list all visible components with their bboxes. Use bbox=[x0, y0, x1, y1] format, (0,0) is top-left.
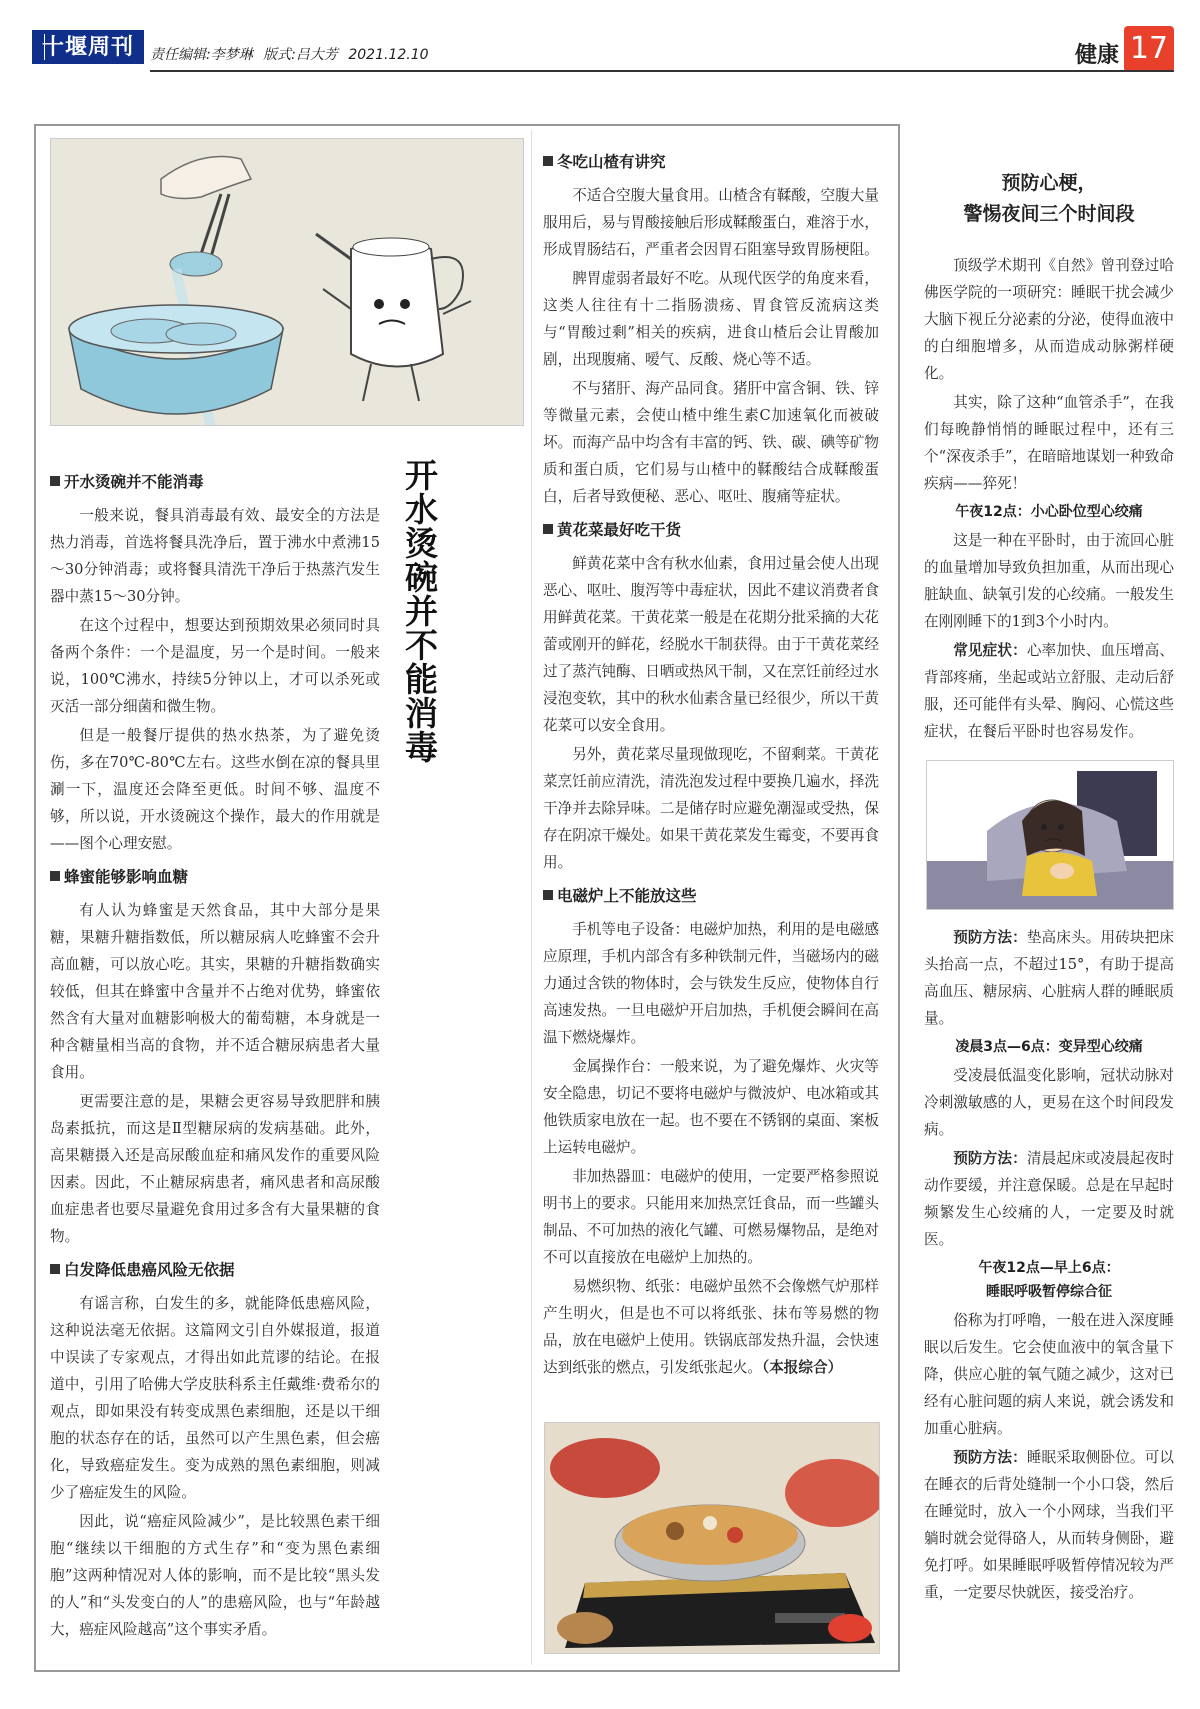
logo-text: 十堰周刊 bbox=[41, 34, 134, 60]
paragraph: 一般来说，餐具消毒最有效、最安全的方法是热力消毒，首选将餐具洗净后，置于沸水中煮沸15～30分钟消毒；或将餐具清洗干净后于热蒸汽发生器中蒸15～30分钟。 bbox=[50, 507, 380, 605]
page-number-badge: 17 bbox=[1124, 26, 1174, 72]
prevent-text: 睡眠采取侧卧位。可以在睡衣的后背处缝制一个小口袋，然后在睡觉时，放入一个小网球，当我们平躺时就会觉得硌人，从而转身侧卧，避免打呼。如果睡眠呼吸暂停情况较为严重，一定要尽快就医，接受治疗。 bbox=[924, 1449, 1174, 1601]
paragraph: 手机等电子设备：电磁炉加热，利用的是电磁感应原理，手机内部含有多种铁制元件，当磁场内的磁力通过含铁的物体时，会与铁发生反应，使物体自行高速发热。一旦电磁炉开启加热，手机便会瞬间在高温下燃烧爆炸。 bbox=[543, 921, 879, 1046]
paragraph bbox=[924, 1145, 1174, 1253]
induction-hotpot-photo bbox=[544, 1422, 880, 1654]
section-heading bbox=[50, 865, 380, 887]
prevent-label: 预防方法： bbox=[953, 929, 1027, 946]
symptom-text: 心率加快、血压增高、背部疼痛，坐起或站立舒服、走动后舒服，还可能伴有头晕、胸闷、心慌这些症状，在餐后平卧时也容易发作。 bbox=[924, 642, 1174, 740]
section-name: 健康 bbox=[1075, 43, 1120, 68]
header-rule bbox=[150, 70, 1174, 72]
period-heading bbox=[924, 1256, 1174, 1304]
paragraph: 非加热器皿：电磁炉的使用，一定要严格参照说明书上的要求。只能用来加热烹饪食品，而一些罐头制品、不可加热的液化气罐、可燃易爆物品，是绝对不可以直接放在电磁炉上加热的。 bbox=[543, 1168, 879, 1266]
layout-credit: 版式:吕大芳 bbox=[263, 47, 338, 63]
right-column-bottom bbox=[924, 924, 1174, 1608]
heading-text: 电磁炉上不能放这些 bbox=[557, 887, 697, 905]
paragraph: 但是一般餐厅提供的热水热茶，为了避免烫伤，多在70℃-80℃左右。这些水倒在凉的餐具里涮一下，温度还会降至更低。时间不够、温度不够，所以说，开水烫碗这个操作，最大的作用就是——图个心理安慰。 bbox=[50, 727, 380, 852]
paragraph: 更需要注意的是，果糖会更容易导致肥胖和胰岛素抵抗，而这是Ⅱ型糖尿病的发病基础。此外，高果糖摄入还是高尿酸血症和痛风发作的重要风险因素。因此，不止糖尿病患者，痛风患者和高尿酸血症患者也要尽量避免食用过多含有大量果糖的食物。 bbox=[50, 1093, 380, 1245]
paragraph: 另外，黄花菜尽量现做现吃，不留剩菜。干黄花菜烹饪前应清洗，清洗泡发过程中要换几遍水，择洗干净并去除异味。二是储存时应避免潮湿或受热，保存在阴凉干燥处。如果干黄花菜发生霉变，不要再食用。 bbox=[543, 746, 879, 871]
prevent-label: 预防方法： bbox=[953, 1449, 1027, 1466]
source-note: （本报综合） bbox=[761, 1359, 843, 1376]
paragraph: 这是一种在平卧时，由于流回心脏的血量增加导致负担加重，从而出现心脏缺血、缺氧引发的心绞痛。一般发生在刚刚睡下的1到3个小时内。 bbox=[924, 532, 1174, 630]
column-divider bbox=[531, 130, 532, 1665]
section-heading bbox=[543, 150, 879, 172]
editor-credit: 责任编辑:李梦琳 bbox=[150, 47, 253, 63]
paragraph bbox=[543, 1273, 879, 1381]
section-heading bbox=[50, 470, 380, 492]
paragraph: 不适合空腹大量食用。山楂含有鞣酸，空腹大量服用后，易与胃酸接触后形成鞣酸蛋白，难溶于水，形成胃肠结石，严重者会因胃石阻塞导致胃肠梗阻。 bbox=[543, 187, 879, 258]
logo-mark bbox=[34, 34, 45, 60]
woman-chest-pain-illustration bbox=[926, 760, 1174, 910]
title-line: 预防心梗， bbox=[1001, 172, 1097, 194]
title-line: 警惕夜间三个时间段 bbox=[963, 203, 1135, 225]
paragraph: 脾胃虚弱者最好不吃。从现代医学的角度来看，这类人往往有十二指肠溃疡、胃食管反流病这类与“胃酸过剩”相关的疾病，进食山楂后会让胃酸加剧，出现腹痛、嗳气、反酸、烧心等不适。 bbox=[543, 270, 879, 368]
prevent-text: 垫高床头。用砖块把床头抬高一点，不超过15°，有助于提高高血压、糖尿病、心脏病人群的睡眠质量。 bbox=[924, 929, 1174, 1027]
middle-column bbox=[543, 142, 879, 1383]
paragraph: 俗称为打呼噜，一般在进入深度睡眠以后发生。它会使血液中的氧含量下降，供应心脏的氧气随之减少，这对已经有心脏问题的病人来说，就会诱发和加重心脏病。 bbox=[924, 1312, 1174, 1437]
prevent-label: 预防方法： bbox=[953, 1150, 1027, 1167]
heading-text: 蜂蜜能够影响血糖 bbox=[64, 868, 189, 886]
paragraph: 顶级学术期刊《自然》曾刊登过哈佛医学院的一项研究：睡眠干扰会减少大脑下视丘分泌素的分泌，使得血液中的白细胞增多，从而造成动脉粥样硬化。 bbox=[924, 257, 1174, 382]
paragraph: 有谣言称，白发生的多，就能降低患癌风险，这种说法毫无依据。这篇网文引自外媒报道，报道中误读了专家观点，才得出如此荒谬的结论。在报道中，引用了哈佛大学皮肤科系主任戴维·费希尔的观点，即如果没有转变成黑色素细胞，还是以干细胞的状态存在的话，虽然可以产生黑色素，但会癌化，导致癌症发生。变为成熟的黑色素细胞，则减少了癌症发生的风险。 bbox=[50, 1295, 380, 1501]
section-heading bbox=[543, 518, 879, 540]
left-column bbox=[50, 462, 380, 1645]
right-article-title bbox=[924, 168, 1174, 230]
paragraph-text: 易燃织物、纸张：电磁炉虽然不会像燃气炉那样产生明火，但是也不可以将纸张、抹布等易燃的物品，放在电磁炉上使用。铁锅底部发热升温，会快速达到纸张的燃点，引发纸张起火。 bbox=[543, 1278, 879, 1376]
issue-date: 2021.12.10 bbox=[348, 47, 429, 63]
prevent-text: 清晨起床或凌晨起夜时动作要缓，并注意保暖。总是在早起时频繁发生心绞痛的人，一定要及时就医。 bbox=[924, 1150, 1174, 1248]
period-heading: 午夜12点：小心卧位型心绞痛 bbox=[955, 504, 1143, 520]
heading-text: 开水烫碗并不能消毒 bbox=[64, 473, 204, 491]
heading-text: 黄花菜最好吃干货 bbox=[557, 521, 682, 539]
paragraph bbox=[924, 637, 1174, 745]
heading-line: 睡眠呼吸暂停综合征 bbox=[986, 1284, 1112, 1300]
paragraph: 因此，说“癌症风险减少”，是比较黑色素干细胞“继续以干细胞的方式生存”和“变为黑色素细胞”这两种情况对人体的影响，而不是比较“黑头发的人”和“头发变白的人”的患癌风险，也与“年龄越大，癌症风险越高”这个事实矛盾。 bbox=[50, 1513, 380, 1638]
paragraph: 其实，除了这种“血管杀手”，在我们每晚静悄悄的睡眠过程中，还有三个“深夜杀手”，在暗暗地谋划一种致命疾病——猝死！ bbox=[924, 394, 1174, 492]
heading-text: 白发降低患癌风险无依据 bbox=[64, 1261, 235, 1279]
heading-line: 午夜12点—早上6点： bbox=[978, 1260, 1120, 1276]
section-heading bbox=[50, 1258, 380, 1280]
paragraph: 不与猪肝、海产品同食。猪肝中富含铜、铁、锌等微量元素，会使山楂中维生素C加速氧化而被破坏。而海产品中均含有丰富的钙、铁、碳、碘等矿物质和蛋白质，它们易与山楂中的鞣酸结合成鞣酸蛋白，后者导致便秘、恶心、呕吐、腹痛等症状。 bbox=[543, 380, 879, 505]
paragraph: 受凌晨低温变化影响，冠状动脉对冷刺激敏感的人，更易在这个时间段发病。 bbox=[924, 1067, 1174, 1138]
heading-text: 冬吃山楂有讲究 bbox=[557, 153, 666, 171]
paragraph bbox=[924, 924, 1174, 1032]
masthead bbox=[0, 0, 1200, 80]
symptom-label: 常见症状： bbox=[953, 642, 1027, 659]
bowl-kettle-illustration bbox=[50, 138, 524, 426]
credits bbox=[150, 44, 435, 64]
period-heading: 凌晨3点—6点：变异型心绞痛 bbox=[955, 1039, 1143, 1055]
paragraph bbox=[924, 1444, 1174, 1606]
paragraph: 有人认为蜂蜜是天然食品，其中大部分是果糖，果糖升糖指数低，所以糖尿病人吃蜂蜜不会升高血糖，可以放心吃。其实，果糖的升糖指数确实较低，但其在蜂蜜中含量并不占绝对优势，蜂蜜依然含有大量对血糖影响极大的葡萄糖，本身就是一种含糖量相当高的食物，并不适合糖尿病患者大量食用。 bbox=[50, 902, 380, 1081]
section-heading bbox=[543, 884, 879, 906]
newspaper-logo bbox=[32, 30, 144, 64]
paragraph: 在这个过程中，想要达到预期效果必须同时具备两个条件：一个是温度，另一个是时间。一般来说，100℃沸水，持续5分钟以上，才可以杀死或灭活一部分细菌和微生物。 bbox=[50, 617, 380, 715]
paragraph: 金属操作台：一般来说，为了避免爆炸、火灾等安全隐患，切记不要将电磁炉与微波炉、电冰箱或其他铁质家电放在一起。也不要在不锈钢的桌面、案板上运转电磁炉。 bbox=[543, 1058, 879, 1156]
left-article-title: 开水烫碗并不能消毒 bbox=[400, 458, 439, 764]
right-column-top bbox=[924, 252, 1174, 747]
paragraph: 鲜黄花菜中含有秋水仙素，食用过量会使人出现恶心、呕吐、腹泻等中毒症状，因此不建议消费者食用鲜黄花菜。干黄花菜一般是在花期分批采摘的大花蕾或刚开的鲜花，经脱水干制获得。由于干黄花菜经过了蒸汽钝酶、日晒或热风干制，又在烹饪前经过水浸泡变软，其中的秋水仙素含量已经很少，所以干黄花菜可以安全食用。 bbox=[543, 555, 879, 734]
